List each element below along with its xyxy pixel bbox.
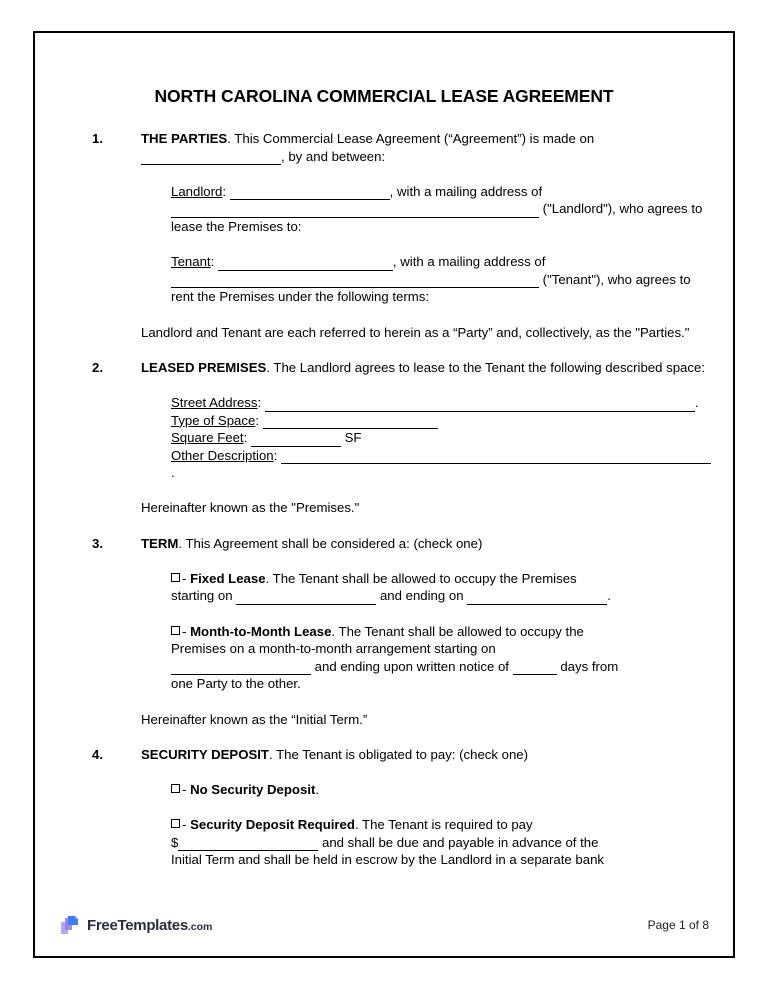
fixed-end-date-blank[interactable] [467, 591, 607, 605]
clause-heading: THE PARTIES [141, 131, 228, 146]
clause-security-deposit [59, 746, 711, 869]
dash-separator: - [182, 623, 191, 639]
checkbox-icon[interactable] [171, 819, 180, 828]
page-title: NORTH CAROLINA COMMERCIAL LEASE AGREEMENT [154, 86, 614, 106]
option-month-to-month [171, 623, 711, 641]
checkbox-icon[interactable] [171, 784, 180, 793]
brand-name-text: FreeTemplates [87, 916, 188, 934]
detail-other-description: Other Description: . [171, 447, 711, 482]
option-fixed-lease [171, 570, 711, 588]
dash-separator: - [182, 817, 191, 833]
detail-street-address: Street Address: . [171, 394, 699, 410]
detail-label: Square Feet [171, 430, 244, 446]
mtm-notice-days-blank[interactable] [513, 661, 557, 675]
landlord-line-1: Landlord: , with a mailing address of [171, 183, 543, 199]
detail-suffix: . [171, 465, 175, 481]
clause-leased-premises [59, 359, 711, 517]
landlord-line-3: lease the Premises to: [171, 218, 302, 234]
option-label: No Security Deposit [190, 781, 316, 797]
brand-logo[interactable] [59, 914, 212, 936]
detail-square-feet: Square Feet: SF [171, 430, 362, 446]
option-text: . [315, 781, 320, 797]
clause-intro-text: . The Tenant is obligated to pay: (check one) [269, 746, 529, 762]
tenant-line-2 [171, 271, 711, 289]
detail-suffix: . [694, 394, 699, 410]
clause-intro [141, 535, 711, 553]
option-mtm-line-4: one Party to the other. [171, 676, 301, 692]
agreement-date-blank[interactable] [141, 151, 281, 165]
tenant-mid-text: , with a mailing address of [392, 254, 546, 270]
option-label: Security Deposit Required [190, 817, 355, 833]
landlord-mid-text: , with a mailing address of [389, 183, 543, 199]
document-body [35, 130, 733, 869]
option-deposit-escrow-line: Initial Term and shall be held in escrow by the Landlord in a separate bank [171, 852, 605, 868]
clause-heading: LEASED PREMISES [141, 359, 267, 375]
option-mtm-line-2: Premises on a month-to-month arrangement starting on [171, 641, 496, 657]
option-text: . The Tenant shall be allowed to occupy the [331, 623, 584, 639]
option-no-security-deposit [171, 781, 711, 799]
currency-symbol: $ [171, 834, 179, 850]
freetemplates-logo-icon [59, 914, 81, 936]
deposit-due-text: and shall be due and payable in advance of the [322, 834, 599, 850]
street-address-blank[interactable] [265, 398, 695, 412]
clause-intro-line2 [141, 148, 711, 166]
type-of-space-blank[interactable] [263, 415, 438, 429]
dash-separator: - [182, 781, 191, 797]
period: . [607, 588, 611, 604]
tenant-tail-text: ("Tenant"), who agrees to [542, 271, 691, 287]
option-deposit-amount-line [171, 834, 711, 852]
initial-term-note: Hereinafter known as the “Initial Term.” [141, 711, 368, 727]
clause-number: 3. [92, 535, 103, 551]
option-text: . The Tenant shall be allowed to occupy the Premises [265, 570, 577, 586]
landlord-address-blank[interactable] [171, 204, 539, 218]
ending-on-label: and ending on [379, 588, 464, 604]
detail-type-of-space: Type of Space: [171, 412, 711, 430]
landlord-name-blank[interactable] [230, 186, 390, 200]
detail-suffix: SF [344, 430, 362, 446]
square-feet-blank[interactable] [251, 433, 341, 447]
page-footer [35, 908, 733, 942]
deposit-amount-blank[interactable] [178, 837, 318, 851]
option-text: . The Tenant is required to pay [354, 817, 533, 833]
clause-intro [141, 130, 711, 148]
parties-definition-note: Landlord and Tenant are each referred to herein as a “Party” and, collectively, as the "Parties." [141, 324, 690, 340]
landlord-tail-text: ("Landlord"), who agrees to [542, 201, 703, 217]
landlord-label: Landlord [171, 183, 223, 199]
page-number: Page 1 of 8 [647, 918, 709, 932]
dash-separator: - [182, 570, 191, 586]
detail-label: Type of Space [171, 412, 256, 428]
option-mtm-line-3 [171, 658, 711, 676]
tenant-address-blank[interactable] [171, 274, 539, 288]
detail-label: Other Description [171, 447, 274, 463]
clause-term [59, 535, 711, 729]
mtm-notice-text: and ending upon written notice of [314, 658, 509, 674]
tenant-line-1: Tenant: , with a mailing address of [171, 254, 546, 270]
other-description-blank[interactable] [281, 450, 711, 464]
security-deposit-options [171, 781, 711, 869]
clause-number: 4. [92, 746, 103, 762]
checkbox-icon[interactable] [171, 573, 180, 582]
clause-intro-text: . This Agreement shall be considered a: (check one) [178, 535, 483, 551]
option-security-deposit-required [171, 816, 711, 834]
fixed-start-date-blank[interactable] [236, 591, 376, 605]
mtm-days-text: days from [560, 658, 619, 674]
detail-label: Street Address [171, 394, 258, 410]
landlord-line-2 [171, 200, 711, 218]
checkbox-icon[interactable] [171, 626, 180, 635]
premises-detail-list [171, 394, 711, 482]
option-label: Fixed Lease [190, 570, 266, 586]
clause-intro-text: . The Landlord agrees to lease to the Tenant the following described space: [266, 359, 705, 375]
clause-heading: TERM [141, 535, 179, 551]
term-options [171, 570, 711, 693]
clause-intro [141, 359, 711, 377]
document-page [33, 31, 735, 958]
starting-on-label: starting on [171, 588, 233, 604]
clause-number: 2. [92, 359, 103, 375]
tenant-line-3: rent the Premises under the following terms: [171, 289, 430, 305]
clause-number: 1. [92, 131, 103, 146]
clause-heading: SECURITY DEPOSIT [141, 746, 269, 762]
clause-the-parties [59, 130, 711, 341]
premises-definition-note: Hereinafter known as the "Premises." [141, 500, 360, 516]
mtm-start-date-blank[interactable] [171, 661, 311, 675]
clause-intro-text: . This Commercial Lease Agreement (“Agreement”) is made on [227, 131, 595, 146]
clause-intro-tail: , by and between: [281, 148, 386, 164]
brand-suffix-text: .com [187, 920, 213, 933]
landlord-block [171, 183, 711, 306]
option-fixed-lease-dates [171, 587, 711, 605]
tenant-label: Tenant [171, 254, 211, 270]
brand-name [87, 918, 212, 933]
clause-intro [141, 746, 711, 764]
tenant-name-blank[interactable] [218, 257, 393, 271]
option-label: Month-to-Month Lease [190, 623, 332, 639]
